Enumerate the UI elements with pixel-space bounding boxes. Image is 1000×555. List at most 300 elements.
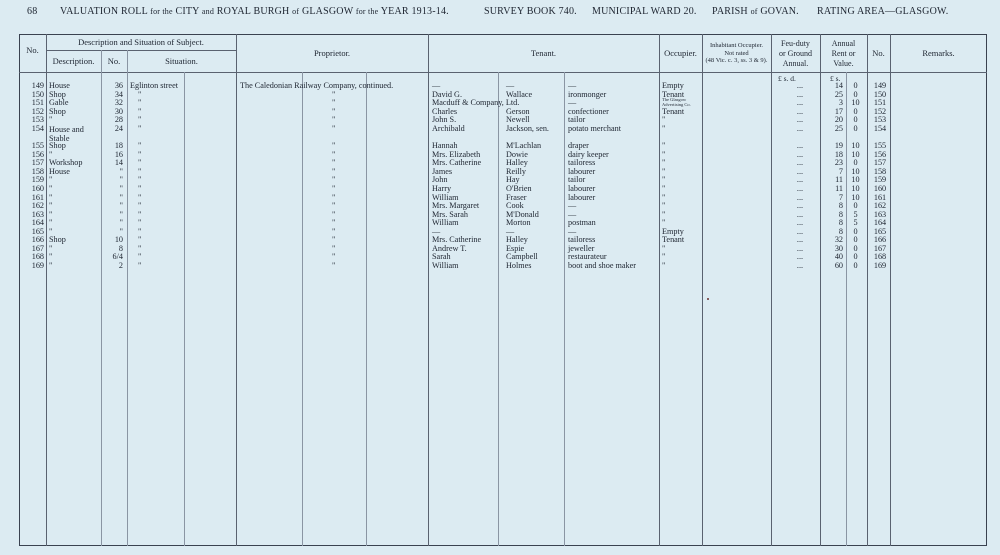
municipal-ward: MUNICIPAL WARD 20. (592, 6, 697, 17)
cell-occupier: " (662, 158, 666, 168)
cell-rent-shillings: 10 (851, 141, 860, 151)
cell-tenant-last: Hay (506, 175, 520, 185)
cell-feu-duty: ... (796, 106, 804, 116)
col-header-no-right: No. (872, 48, 885, 58)
cell-proprietor: " (332, 201, 336, 211)
col-rule (771, 34, 772, 546)
cell-description: " (49, 226, 53, 236)
cell-feu-duty: ... (796, 158, 804, 168)
cell-proprietor: " (332, 184, 336, 193)
cell-number: " (119, 166, 123, 176)
cell-rent-shillings: 5 (853, 209, 858, 219)
cell-tenant-trade: ironmonger (568, 89, 607, 99)
cell-occupier: Empty (662, 226, 684, 236)
cell-feu-duty: ... (796, 201, 804, 211)
cell-no: 150 (31, 89, 44, 99)
cell-rent-pounds: 14 (834, 81, 843, 90)
cell-rent-shillings: 0 (853, 106, 858, 116)
cell-feu-duty: ... (796, 166, 804, 176)
cell-occupier: " (662, 260, 666, 270)
cell-feu-duty: ... (796, 184, 804, 193)
page-header (0, 6, 1000, 24)
cell-description: House and Stable (49, 124, 84, 143)
roll-title: VALUATION ROLL for the CITY and ROYAL BURGH of GLASGOW for the YEAR 1913-14. (60, 6, 449, 17)
cell-proprietor: " (332, 123, 336, 133)
cell-description: " (49, 209, 53, 219)
cell-rent-shillings: 0 (853, 158, 858, 168)
cell-tenant-last: — (506, 226, 515, 236)
cell-proprietor: " (332, 141, 336, 151)
cell-description: " (49, 252, 53, 262)
cell-occupier: " (662, 209, 666, 219)
cell-feu-duty: ... (796, 89, 804, 99)
cell-description: Shop (49, 141, 66, 151)
cell-feu-duty: ... (796, 115, 804, 125)
cell-occupier: Tenant (662, 106, 685, 116)
cell-no: 149 (31, 81, 44, 90)
cell-no-right: 151 (873, 98, 887, 108)
cell-description: Workshop (49, 158, 83, 168)
cell-tenant-trade: — (568, 201, 577, 211)
cell-situation: " (138, 209, 142, 219)
cell-occupier: " (662, 175, 666, 185)
cell-no: 168 (31, 252, 44, 262)
cell-tenant-first: William (432, 218, 459, 228)
cell-proprietor: " (332, 175, 336, 185)
cell-description: " (49, 149, 53, 159)
col-rule (127, 50, 128, 546)
cell-tenant-last: M'Lachlan (506, 141, 542, 151)
cell-no: 162 (31, 201, 44, 211)
cell-situation: " (138, 175, 142, 185)
cell-occupier: " (662, 243, 666, 253)
cell-proprietor: " (332, 158, 336, 168)
cell-situation: " (138, 98, 142, 108)
cell-tenant-first: Macduff & Company, Ltd. (432, 98, 520, 108)
cell-proprietor: " (332, 226, 336, 236)
cell-rent-shillings: 0 (853, 123, 858, 133)
cell-tenant-last: Halley (506, 158, 528, 168)
cell-tenant-first: — (432, 226, 441, 236)
cell-proprietor: " (332, 166, 336, 176)
cell-rent-shillings: 10 (851, 184, 860, 193)
cell-description: House (49, 166, 70, 176)
cell-tenant-first: John S. (432, 115, 457, 125)
cell-rent-pounds: 25 (834, 89, 843, 99)
cell-rent-pounds: 8 (838, 201, 843, 211)
cell-no-right: 158 (873, 166, 887, 176)
cell-no: 152 (31, 106, 44, 116)
cell-feu-duty: ... (796, 81, 804, 90)
cell-situation: " (138, 243, 142, 253)
cell-tenant-first: Archibald (432, 123, 465, 133)
cell-number: " (119, 218, 123, 228)
cell-number: " (119, 175, 123, 185)
cell-feu-duty: ... (796, 226, 804, 236)
col-header-feu-duty: Feu-duty or Ground Annual. (778, 39, 813, 68)
cell-tenant-last: Holmes (506, 260, 532, 270)
cell-number: 32 (114, 98, 123, 108)
cell-situation: " (138, 89, 142, 99)
cell-no: 159 (31, 175, 44, 185)
cell-situation: Eglinton street (130, 81, 178, 90)
cell-occupier: " (662, 149, 666, 159)
cell-no: 158 (31, 166, 44, 176)
cell-tenant-first: William (432, 192, 459, 202)
cell-tenant-trade: boot and shoe maker (568, 260, 636, 270)
page-number: 68 (27, 6, 38, 17)
cell-rent-shillings: 0 (853, 243, 858, 253)
col-header-description: Description. (52, 56, 95, 66)
cell-occupier: " (662, 192, 666, 202)
cell-tenant-trade: dairy keeper (568, 149, 609, 159)
cell-number: " (119, 209, 123, 219)
cell-no-right: 153 (873, 115, 887, 125)
cell-no: 160 (31, 184, 44, 193)
cell-rent-pounds: 23 (834, 158, 843, 168)
cell-proprietor: " (332, 192, 336, 202)
cell-no-right: 149 (873, 81, 887, 90)
cell-tenant-first: — (432, 81, 441, 90)
cell-occupier: " (662, 218, 666, 228)
cell-description: " (49, 201, 53, 211)
cell-description: Shop (49, 89, 66, 99)
cell-tenant-trade: labourer (568, 166, 596, 176)
cell-number: 36 (114, 81, 123, 90)
col-rule (659, 34, 660, 546)
col-rule (890, 34, 891, 546)
cell-tenant-last: Wallace (506, 89, 533, 99)
cell-tenant-trade: labourer (568, 192, 596, 202)
cell-no: 166 (31, 235, 44, 245)
cell-rent-pounds: 19 (834, 141, 843, 151)
cell-tenant-first: John (432, 175, 448, 185)
cell-description: House (49, 81, 70, 90)
cell-tenant-last: Morton (506, 218, 531, 228)
cell-proprietor: " (332, 260, 336, 270)
cell-number: 34 (114, 89, 123, 99)
col-rule (702, 34, 703, 546)
rating-area: RATING AREA—GLASGOW. (817, 6, 949, 17)
cell-no: 169 (31, 260, 44, 270)
cell-rent-shillings: 0 (853, 115, 858, 125)
cell-no-right: 167 (873, 243, 887, 253)
cell-situation: " (138, 158, 142, 168)
cell-feu-duty: ... (796, 218, 804, 228)
cell-rent-shillings: 10 (851, 98, 860, 108)
cell-no: 151 (31, 98, 44, 108)
cell-rent-pounds: 11 (835, 175, 843, 185)
desc-group-rule (46, 50, 236, 51)
cell-description: " (49, 243, 53, 253)
cell-number: 28 (114, 115, 123, 125)
cell-tenant-trade: postman (568, 218, 596, 228)
cell-tenant-last: M'Donald (506, 209, 539, 219)
cell-proprietor: " (332, 89, 336, 99)
cell-no-right: 160 (873, 184, 887, 193)
cell-number: " (119, 201, 123, 211)
cell-tenant-trade: labourer (568, 184, 596, 193)
cell-no-right: 157 (873, 158, 887, 168)
cell-situation: " (138, 115, 142, 125)
cell-rent-pounds: 8 (838, 218, 843, 228)
cell-occupier: " (662, 252, 666, 262)
feu-units: £ s. d. (778, 74, 796, 83)
cell-tenant-first: Charles (432, 106, 458, 116)
cell-feu-duty: ... (796, 235, 804, 245)
cell-number: 18 (114, 141, 123, 151)
cell-occupier: " (662, 141, 666, 151)
rent-units: £ s. (830, 74, 841, 83)
cell-occupier: Tenant (662, 235, 685, 245)
cell-no-right: 154 (873, 123, 887, 133)
cell-tenant-first: Harry (432, 184, 452, 193)
cell-tenant-first: Mrs. Elizabeth (432, 149, 481, 159)
cell-no-right: 168 (873, 252, 887, 262)
cell-rent-pounds: 18 (834, 149, 843, 159)
cell-number: 24 (114, 123, 123, 133)
cell-no: 161 (31, 192, 44, 202)
cell-tenant-first: Andrew T. (432, 243, 467, 253)
cell-occupier: " (662, 115, 666, 125)
cell-number: 30 (114, 106, 123, 116)
cell-proprietor: " (332, 106, 336, 116)
cell-number: 6/4 (112, 252, 123, 262)
cell-tenant-last: — (506, 81, 515, 90)
cell-rent-shillings: 0 (853, 226, 858, 236)
cell-rent-shillings: 0 (853, 235, 858, 245)
cell-tenant-first: Mrs. Catherine (432, 158, 482, 168)
cell-rent-shillings: 0 (853, 81, 858, 90)
cell-number: 14 (114, 158, 123, 168)
cell-no: 157 (31, 158, 44, 168)
cell-no-right: 159 (873, 175, 887, 185)
cell-proprietor: " (332, 149, 336, 159)
cell-rent-shillings: 5 (853, 218, 858, 228)
col-header-number: No. (107, 56, 121, 66)
cell-rent-pounds: 7 (838, 166, 843, 176)
cell-description: Shop (49, 106, 66, 116)
col-header-occupier: Occupier. (664, 48, 697, 58)
cell-tenant-trade: tailor (568, 115, 586, 125)
cell-feu-duty: ... (796, 141, 804, 151)
cell-rent-shillings: 0 (853, 201, 858, 211)
cell-proprietor: " (332, 115, 336, 125)
cell-tenant-last: Fraser (506, 192, 527, 202)
cell-rent-pounds: 3 (838, 98, 843, 108)
cell-tenant-last: Newell (506, 115, 530, 125)
cell-number: " (119, 226, 123, 236)
cell-rent-pounds: 30 (834, 243, 843, 253)
cell-situation: " (138, 218, 142, 228)
cell-description: Shop (49, 235, 66, 245)
cell-no: 153 (31, 115, 44, 125)
cell-number: " (119, 192, 123, 202)
cell-no-right: 152 (873, 106, 887, 116)
cell-feu-duty: ... (796, 123, 804, 133)
col-header-no: No. (26, 45, 39, 55)
cell-tenant-last: Reilly (506, 166, 527, 176)
cell-tenant-trade: draper (568, 141, 589, 151)
cell-no: 155 (31, 141, 44, 151)
cell-situation: " (138, 260, 142, 270)
cell-tenant-trade: tailoress (568, 235, 596, 245)
cell-rent-pounds: 7 (838, 192, 843, 202)
cell-tenant-trade: — (568, 226, 577, 236)
cell-feu-duty: ... (796, 260, 804, 270)
parish: PARISH of GOVAN. (712, 6, 799, 17)
cell-situation: " (138, 166, 142, 176)
cell-description: " (49, 115, 53, 125)
cell-tenant-last: Dowie (506, 149, 528, 159)
col-rule (867, 34, 868, 546)
cell-rent-pounds: 25 (834, 123, 843, 133)
cell-no-right: 169 (873, 260, 887, 270)
cell-tenant-first: David G. (432, 89, 463, 99)
cell-rent-pounds: 32 (834, 235, 843, 245)
cell-tenant-first: James (432, 166, 453, 176)
cell-rent-pounds: 8 (838, 226, 843, 236)
cell-description: " (49, 192, 53, 202)
cell-tenant-last: Espie (506, 243, 525, 253)
cell-proprietor: " (332, 235, 336, 245)
cell-tenant-trade: confectioner (568, 106, 609, 116)
cell-situation: " (138, 141, 142, 151)
cell-tenant-first: Mrs. Margaret (432, 201, 480, 211)
col-rule (236, 34, 237, 546)
cell-no: 154 (31, 123, 44, 133)
cell-proprietor: " (332, 218, 336, 228)
cell-proprietor: " (332, 243, 336, 253)
col-rule (428, 34, 429, 546)
cell-occupier: " (662, 123, 666, 133)
cell-tenant-trade: potato merchant (568, 123, 621, 133)
cell-occupier: " (662, 201, 666, 211)
cell-tenant-trade: jeweller (568, 243, 595, 253)
cell-no-right: 155 (873, 141, 887, 151)
cell-no: 163 (31, 209, 44, 219)
cell-situation: " (138, 192, 142, 202)
cell-tenant-trade: — (568, 209, 577, 219)
cell-number: 10 (114, 235, 123, 245)
cell-occupier: " (662, 166, 666, 176)
cell-no-right: 165 (873, 226, 887, 236)
cell-no: 165 (31, 226, 44, 236)
cell-no: 164 (31, 218, 44, 228)
ink-speck (707, 298, 709, 300)
cell-feu-duty: ... (796, 175, 804, 185)
cell-tenant-first: Sarah (432, 252, 451, 262)
cell-tenant-last: Gerson (506, 106, 530, 116)
cell-occupier: " (662, 184, 666, 193)
cell-rent-shillings: 10 (851, 166, 860, 176)
col-header-annual-rent: Annual Rent or Value. (831, 39, 856, 68)
cell-feu-duty: ... (796, 243, 804, 253)
cell-rent-pounds: 8 (838, 209, 843, 219)
cell-tenant-last: Cook (506, 201, 524, 211)
cell-situation: " (138, 106, 142, 116)
cell-rent-shillings: 10 (851, 192, 860, 202)
cell-no: 156 (31, 149, 44, 159)
cell-rent-pounds: 60 (834, 260, 843, 270)
cell-description: Gable (49, 98, 69, 108)
cell-proprietor: " (332, 252, 336, 262)
cell-rent-pounds: 17 (834, 106, 843, 116)
cell-proprietor: The Caledonian Railway Company, continued. (240, 81, 394, 90)
col-header-description-group: Description and Situation of Subject. (78, 37, 204, 47)
cell-no-right: 150 (873, 89, 887, 99)
cell-no-right: 166 (873, 235, 887, 245)
cell-rent-pounds: 20 (834, 115, 843, 125)
cell-tenant-last: Halley (506, 235, 528, 245)
cell-situation: " (138, 235, 142, 245)
col-header-inhabitant: Inhabitant Occupier. Not rated (48 Vic. c. 3, ss. 3 & 9). (705, 42, 768, 64)
cell-tenant-last: Campbell (506, 252, 538, 262)
cell-rent-pounds: 40 (834, 252, 843, 262)
cell-situation: " (138, 226, 142, 236)
cell-number: " (119, 184, 123, 193)
col-rule (46, 34, 47, 546)
cell-tenant-trade: restaurateur (568, 252, 607, 262)
cell-situation: " (138, 149, 142, 159)
cell-feu-duty: ... (796, 192, 804, 202)
col-header-tenant: Tenant. (530, 48, 557, 58)
cell-number: 8 (118, 243, 123, 253)
cell-tenant-first: Hannah (432, 141, 458, 151)
cell-tenant-first: Mrs. Sarah (432, 209, 468, 219)
cell-no: 167 (31, 243, 44, 253)
cell-no-right: 156 (873, 149, 887, 159)
cell-rent-shillings: 10 (851, 149, 860, 159)
cell-feu-duty: ... (796, 252, 804, 262)
cell-tenant-trade: — (568, 81, 577, 90)
cell-rent-shillings: 0 (853, 89, 858, 99)
header-rule (19, 72, 987, 73)
cell-tenant-last: O'Brien (506, 184, 532, 193)
cell-proprietor: " (332, 98, 336, 108)
cell-rent-pounds: 11 (835, 184, 843, 193)
cell-description: " (49, 218, 53, 228)
col-header-remarks: Remarks. (922, 48, 955, 58)
cell-situation: " (138, 123, 142, 133)
cell-description: " (49, 260, 53, 270)
cell-no-right: 164 (873, 218, 887, 228)
cell-tenant-trade: — (568, 98, 577, 108)
cell-number: 16 (114, 149, 123, 159)
col-header-proprietor: Proprietor. (313, 48, 351, 58)
col-rule (820, 34, 821, 546)
cell-tenant-first: Mrs. Catherine (432, 235, 482, 245)
cell-no-right: 162 (873, 201, 887, 211)
cell-feu-duty: ... (796, 209, 804, 219)
cell-rent-shillings: 10 (851, 175, 860, 185)
cell-situation: " (138, 201, 142, 211)
cell-no-right: 161 (873, 192, 887, 202)
cell-description: " (49, 184, 53, 193)
cell-situation: " (138, 184, 142, 193)
cell-number: 2 (118, 260, 123, 270)
cell-situation: " (138, 252, 142, 262)
cell-occupier: The Glasgow Advertising Co. (662, 97, 691, 107)
cell-description: " (49, 175, 53, 185)
cell-feu-duty: ... (796, 98, 804, 108)
cell-rent-shillings: 0 (853, 260, 858, 270)
col-header-situation: Situation. (165, 56, 198, 66)
cell-tenant-last: Jackson, sen. (506, 123, 549, 133)
cell-tenant-trade: tailor (568, 175, 586, 185)
cell-no-right: 163 (873, 209, 887, 219)
cell-tenant-trade: tailoress (568, 158, 596, 168)
